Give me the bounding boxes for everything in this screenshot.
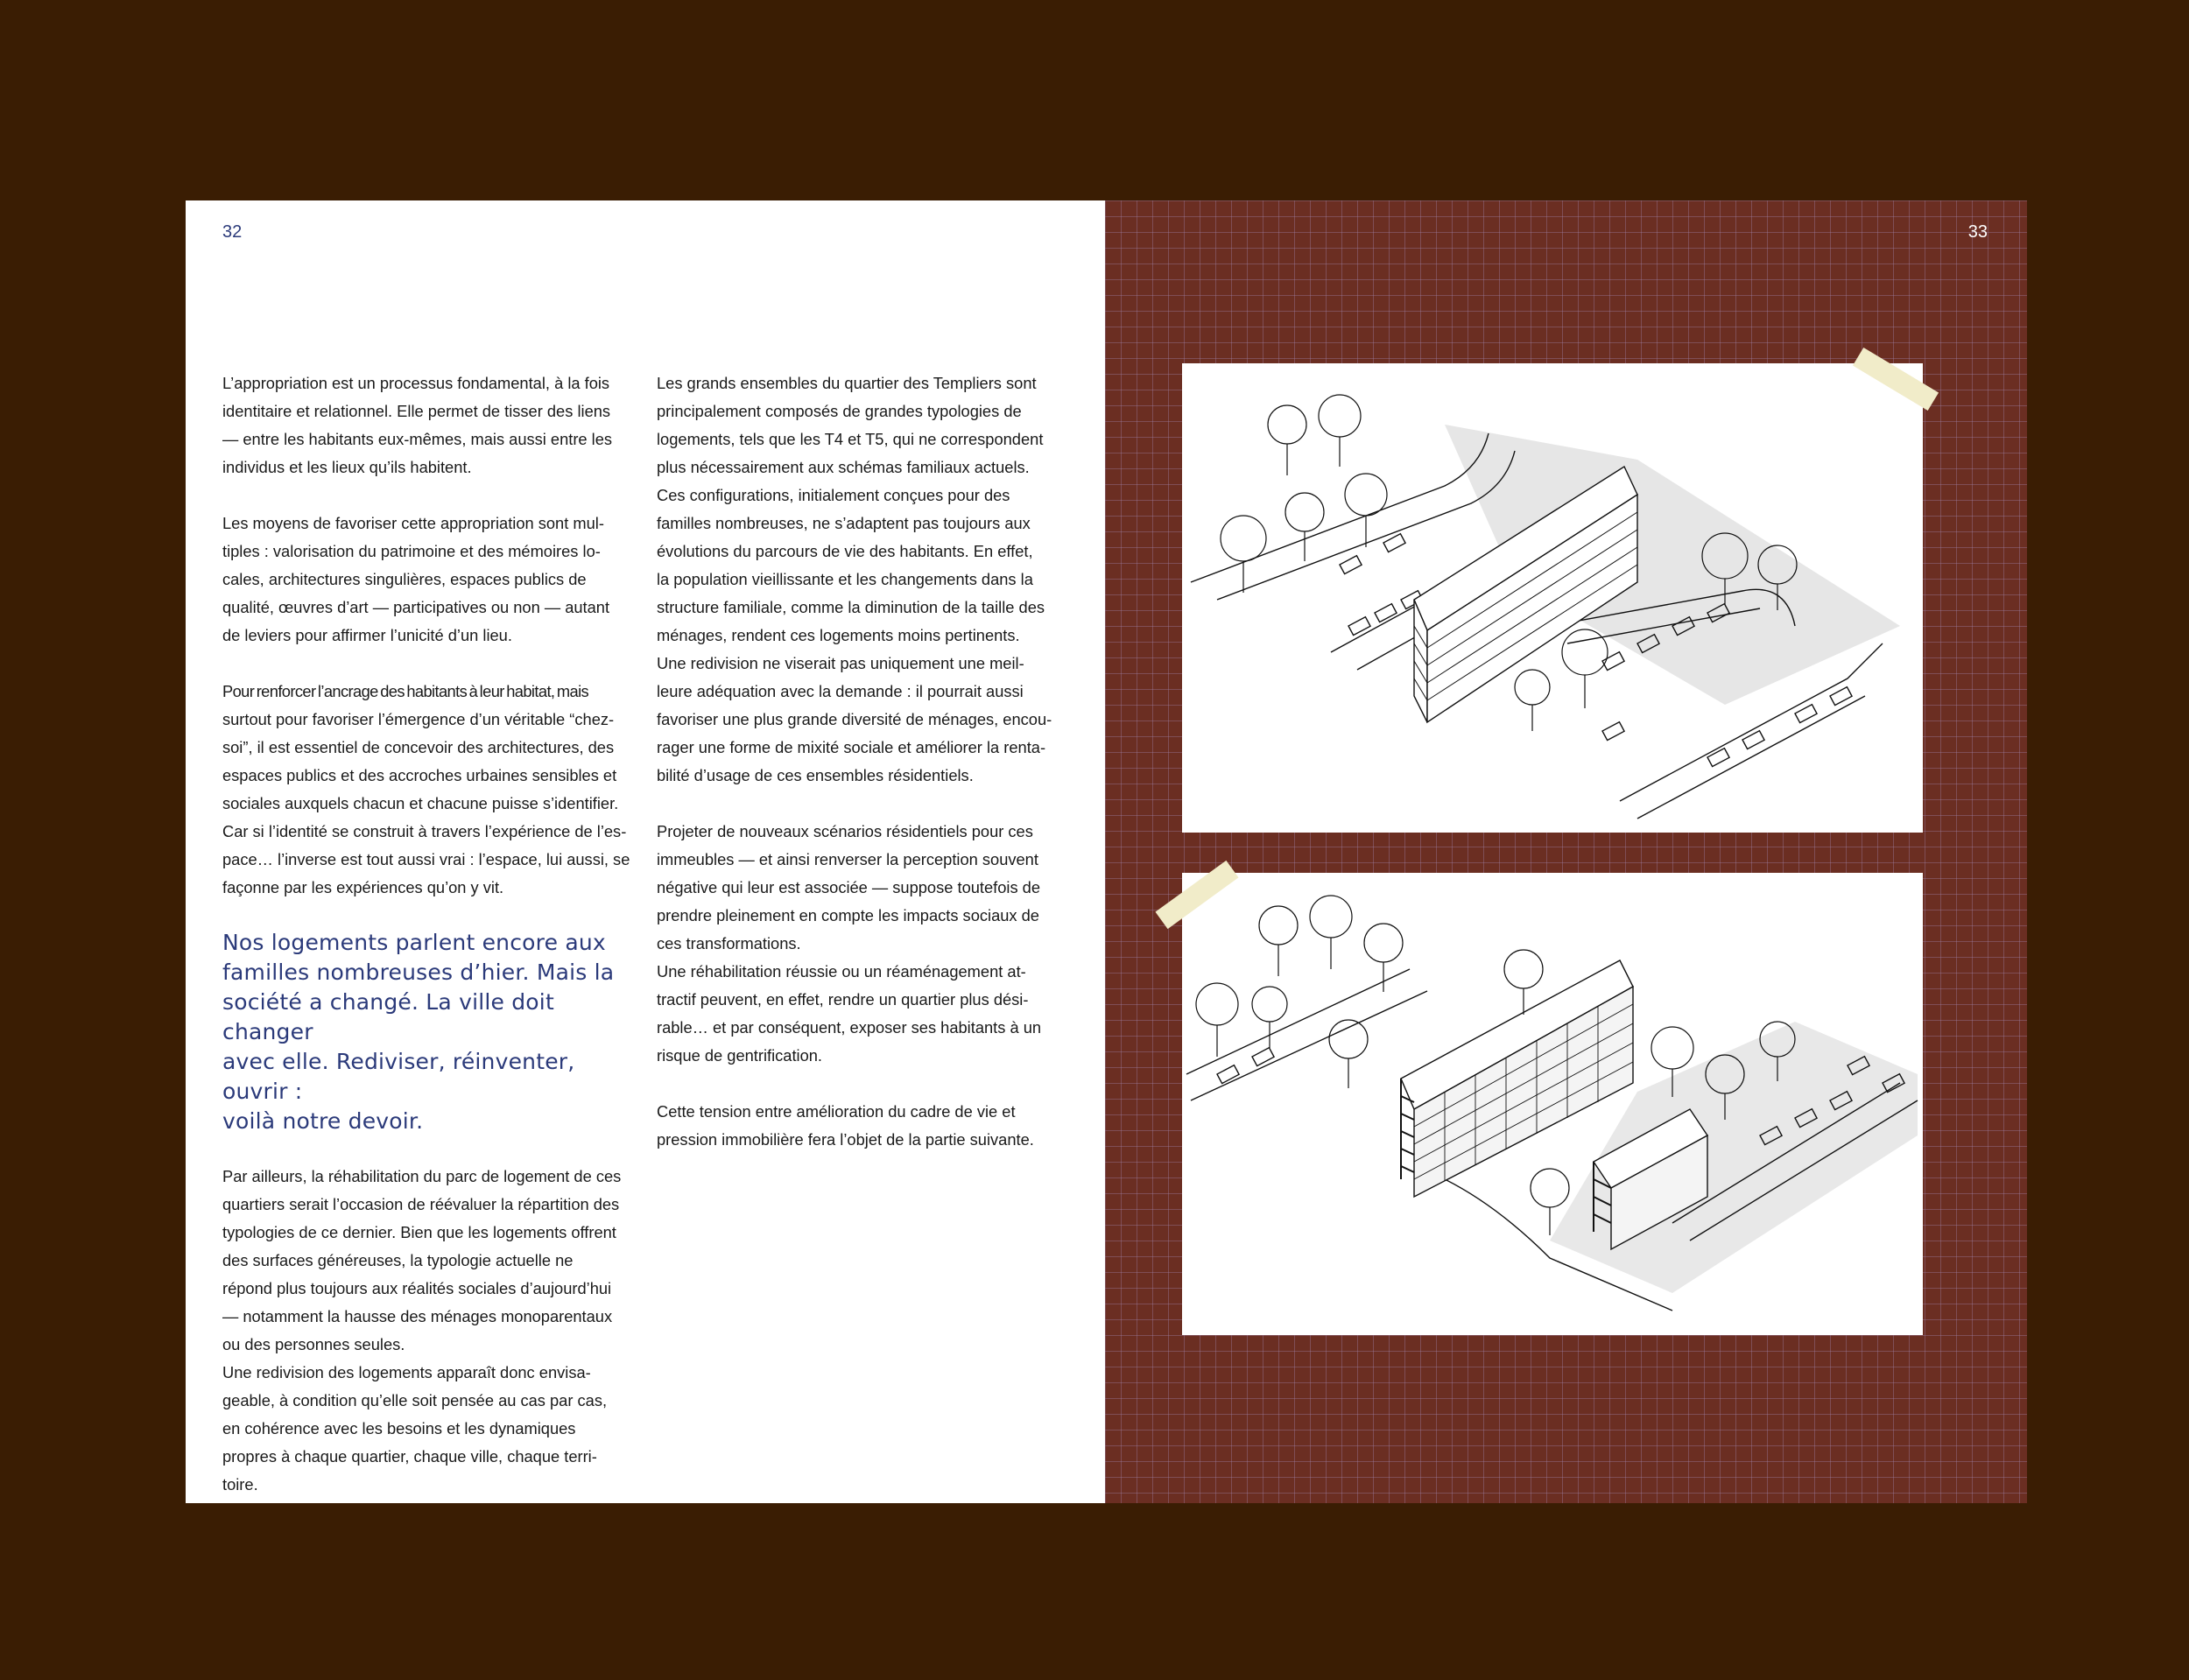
text-line: favoriser une plus grande diversité de ménages, encou- — [657, 710, 1052, 728]
text-line: leure adéquation avec la demande : il pourrait aussi — [657, 682, 1024, 700]
text-line: espaces publics et des accroches urbaines sensibles et — [222, 766, 617, 784]
text-line: ménages, rendent ces logements moins pertinents. — [657, 626, 1020, 644]
text-line: en cohérence avec les besoins et les dynamiques — [222, 1419, 576, 1437]
quote-line: société a changé. La ville doit changer — [222, 989, 554, 1044]
text-line: tiples : valorisation du patrimoine et des mémoires lo- — [222, 542, 601, 560]
text-line: risque de gentrification. — [657, 1046, 823, 1065]
paragraph-ancrage — [222, 678, 634, 902]
right-page — [1105, 200, 2027, 1503]
text-line: Les grands ensembles du quartier des Templiers sont — [657, 374, 1037, 392]
text-column-1 — [222, 369, 634, 1499]
text-line: rable… et par conséquent, exposer ses habitants à un — [657, 1018, 1042, 1037]
page-number-right: 33 — [1967, 222, 1988, 242]
book-spread — [186, 200, 2027, 1503]
paragraph-tension — [657, 1098, 1068, 1154]
text-line: identitaire et relationnel. Elle permet de tisser des liens — [222, 402, 611, 420]
paragraph-moyens — [222, 510, 634, 650]
text-line: familles nombreuses, ne s’adaptent pas toujours aux — [657, 514, 1031, 532]
text-line: L’appropriation est un processus fondamental, à la fois — [222, 374, 610, 392]
text-line: cales, architectures singulières, espaces publics de — [222, 570, 587, 588]
text-line: Pour renforcer l’ancrage des habitants à leur habitat, mais — [222, 682, 589, 700]
text-line: Projeter de nouveaux scénarios résidentiels pour ces — [657, 822, 1033, 840]
text-line: bilité d’usage de ces ensembles résidentiels. — [657, 766, 974, 784]
text-line: qualité, œuvres d’art — participatives ou non — autant — [222, 598, 610, 616]
paragraph-rehabilitation — [222, 1163, 634, 1499]
text-line: toire. — [222, 1475, 258, 1494]
quote-line: familles nombreuses d’hier. Mais la — [222, 959, 615, 985]
pull-quote — [222, 928, 634, 1136]
axonometric-illustration-2 — [1182, 873, 1923, 1335]
text-line: façonne par les expériences qu’on y vit. — [222, 878, 504, 896]
axonometric-drawing-existing — [1182, 363, 1923, 833]
text-line: Par ailleurs, la réhabilitation du parc de logement de ces — [222, 1167, 622, 1185]
text-line: Une redivision des logements apparaît donc envisa- — [222, 1363, 591, 1381]
paragraph-appropriation — [222, 369, 634, 482]
quote-line: voilà notre devoir. — [222, 1108, 424, 1134]
text-line: des surfaces généreuses, la typologie actuelle ne — [222, 1251, 574, 1269]
text-line: logements, tels que les T4 et T5, qui ne correspondent — [657, 430, 1044, 448]
quote-line: avec elle. Rediviser, réinventer, ouvrir : — [222, 1049, 575, 1104]
text-line: de leviers pour affirmer l’unicité d’un lieu. — [222, 626, 512, 644]
text-line: surtout pour favoriser l’émergence d’un véritable “chez- — [222, 710, 615, 728]
text-line: sociales auxquels chacun et chacune puisse s’identifier. — [222, 794, 619, 812]
left-page — [186, 200, 1105, 1503]
text-line: Les moyens de favoriser cette appropriation sont mul- — [222, 514, 604, 532]
text-line: Cette tension entre amélioration du cadre de vie et — [657, 1102, 1016, 1121]
text-line: la population vieillissante et les changements dans la — [657, 570, 1033, 588]
paragraph-templiers — [657, 369, 1068, 790]
text-line: Car si l’identité se construit à travers l’expérience de l’es- — [222, 822, 627, 840]
axonometric-illustration-1 — [1182, 363, 1923, 833]
text-line: soi”, il est essentiel de concevoir des architectures, des — [222, 738, 615, 756]
text-line: négative qui leur est associée — suppose toutefois de — [657, 878, 1041, 896]
text-line: propres à chaque quartier, chaque ville, chaque terri- — [222, 1447, 597, 1466]
text-line: — entre les habitants eux-mêmes, mais aussi entre les — [222, 430, 613, 448]
text-line: Ces configurations, initialement conçues pour des — [657, 486, 1010, 504]
text-line: plus nécessairement aux schémas familiaux actuels. — [657, 458, 1030, 476]
text-line: évolutions du parcours de vie des habitants. En effet, — [657, 542, 1033, 560]
text-line: structure familiale, comme la diminution de la taille des — [657, 598, 1045, 616]
quote-line: Nos logements parlent encore aux — [222, 930, 606, 955]
text-line: ou des personnes seules. — [222, 1335, 405, 1353]
text-line: Une réhabilitation réussie ou un réaménagement at- — [657, 962, 1026, 981]
page-number-left: 32 — [222, 222, 243, 242]
paragraph-scenarios — [657, 818, 1068, 1070]
text-line: typologies de ce dernier. Bien que les logements offrent — [222, 1223, 616, 1241]
text-line: individus et les lieux qu’ils habitent. — [222, 458, 472, 476]
text-line: principalement composés de grandes typologies de — [657, 402, 1022, 420]
text-line: geable, à condition qu’elle soit pensée au cas par cas, — [222, 1391, 608, 1409]
text-line: immeubles — et ainsi renverser la perception souvent — [657, 850, 1038, 868]
axonometric-drawing-rehabilitated — [1182, 873, 1923, 1335]
text-line: prendre pleinement en compte les impacts sociaux de — [657, 906, 1039, 924]
text-line: — notamment la hausse des ménages monoparentaux — [222, 1307, 613, 1325]
text-line: répond plus toujours aux réalités sociales d’aujourd’hui — [222, 1279, 612, 1297]
text-line: ces transformations. — [657, 934, 801, 952]
text-line: tractif peuvent, en effet, rendre un quartier plus dési- — [657, 990, 1029, 1009]
text-line: Une redivision ne viserait pas uniquement une meil- — [657, 654, 1024, 672]
text-line: pace… l’inverse est tout aussi vrai : l’espace, lui aussi, se — [222, 850, 630, 868]
text-line: rager une forme de mixité sociale et améliorer la renta- — [657, 738, 1046, 756]
text-line: pression immobilière fera l’objet de la partie suivante. — [657, 1130, 1034, 1149]
text-column-2 — [657, 369, 1068, 1154]
text-line: quartiers serait l’occasion de réévaluer la répartition des — [222, 1195, 620, 1213]
